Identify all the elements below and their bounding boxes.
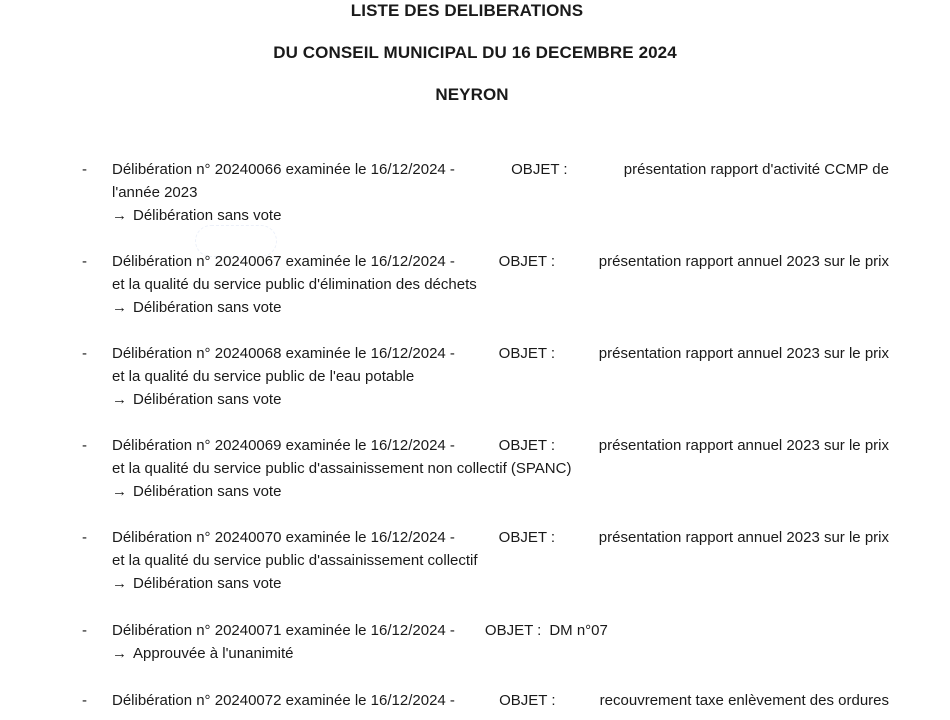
result-text: Délibération sans vote — [133, 391, 282, 408]
objet-label: OBJET : — [498, 345, 556, 362]
objet-continuation: et la qualité du service public d'assainissement collectif — [112, 552, 478, 569]
deliberation-line — [112, 253, 889, 270]
result-line — [112, 645, 293, 662]
result-text: Délibération sans vote — [133, 299, 282, 316]
deliberation-reference: Délibération n° 20240067 examinée le 16/12/2024 - — [112, 253, 455, 270]
deliberation-line — [112, 622, 889, 639]
objet-text: DM n°07 — [549, 622, 608, 639]
objet-continuation: et la qualité du service public d'assainissement non collectif (SPANC) — [112, 460, 572, 477]
objet-text: présentation rapport annuel 2023 sur le prix — [598, 529, 889, 546]
result-line — [112, 207, 281, 224]
arrow-right-icon: → — [112, 575, 127, 592]
objet-label: OBJET : — [511, 161, 568, 178]
arrow-right-icon: → — [112, 645, 127, 662]
result-text: Délibération sans vote — [133, 575, 282, 592]
deliberation-reference: Délibération n° 20240070 examinée le 16/12/2024 - — [112, 529, 455, 546]
deliberation-line — [112, 161, 889, 178]
objet-label: OBJET : — [498, 253, 556, 270]
objet-text: présentation rapport annuel 2023 sur le prix — [598, 253, 889, 270]
result-text: Approuvée à l'unanimité — [133, 645, 294, 662]
list-dash: - — [82, 345, 87, 362]
deliberation-line — [112, 529, 889, 546]
objet-text: présentation rapport annuel 2023 sur le prix — [598, 437, 889, 454]
result-text: Délibération sans vote — [133, 483, 282, 500]
deliberation-line — [112, 692, 889, 709]
objet-label: OBJET : — [499, 692, 556, 709]
objet-text: présentation rapport d'activité CCMP de — [623, 161, 889, 178]
result-text: Délibération sans vote — [133, 207, 282, 224]
deliberation-reference: Délibération n° 20240069 examinée le 16/12/2024 - — [112, 437, 455, 454]
objet-label: OBJET : — [498, 529, 556, 546]
deliberation-reference: Délibération n° 20240066 examinée le 16/12/2024 - — [112, 161, 455, 178]
list-dash: - — [82, 161, 87, 178]
objet-continuation: et la qualité du service public d'élimination des déchets — [112, 276, 477, 293]
deliberation-line — [112, 437, 889, 454]
result-line — [112, 575, 281, 592]
document-title: LISTE DES DELIBERATIONS — [350, 1, 584, 20]
arrow-right-icon: → — [112, 483, 127, 500]
result-line — [112, 299, 281, 316]
result-line — [112, 483, 281, 500]
result-line — [112, 391, 281, 408]
deliberation-reference: Délibération n° 20240068 examinée le 16/12/2024 - — [112, 345, 455, 362]
objet-label: OBJET : — [498, 437, 556, 454]
list-dash: - — [82, 692, 87, 709]
objet-continuation: l'année 2023 — [112, 184, 198, 201]
document-subtitle: DU CONSEIL MUNICIPAL DU 16 DECEMBRE 2024 — [273, 43, 677, 62]
objet-continuation: et la qualité du service public de l'eau potable — [112, 368, 415, 385]
list-dash: - — [82, 529, 87, 546]
arrow-right-icon: → — [112, 207, 127, 224]
list-dash: - — [82, 622, 87, 639]
deliberation-reference: Délibération n° 20240072 examinée le 16/12/2024 - — [112, 692, 455, 709]
objet-text: recouvrement taxe enlèvement des ordures — [599, 692, 889, 709]
objet-label: OBJET : — [484, 622, 542, 639]
objet-text: présentation rapport annuel 2023 sur le prix — [598, 345, 889, 362]
list-dash: - — [82, 437, 87, 454]
deliberation-line — [112, 345, 889, 362]
deliberation-reference: Délibération n° 20240071 examinée le 16/12/2024 - — [112, 622, 455, 639]
arrow-right-icon: → — [112, 299, 127, 316]
commune-name: NEYRON — [435, 85, 509, 104]
list-dash: - — [82, 253, 87, 270]
arrow-right-icon: → — [112, 391, 127, 408]
